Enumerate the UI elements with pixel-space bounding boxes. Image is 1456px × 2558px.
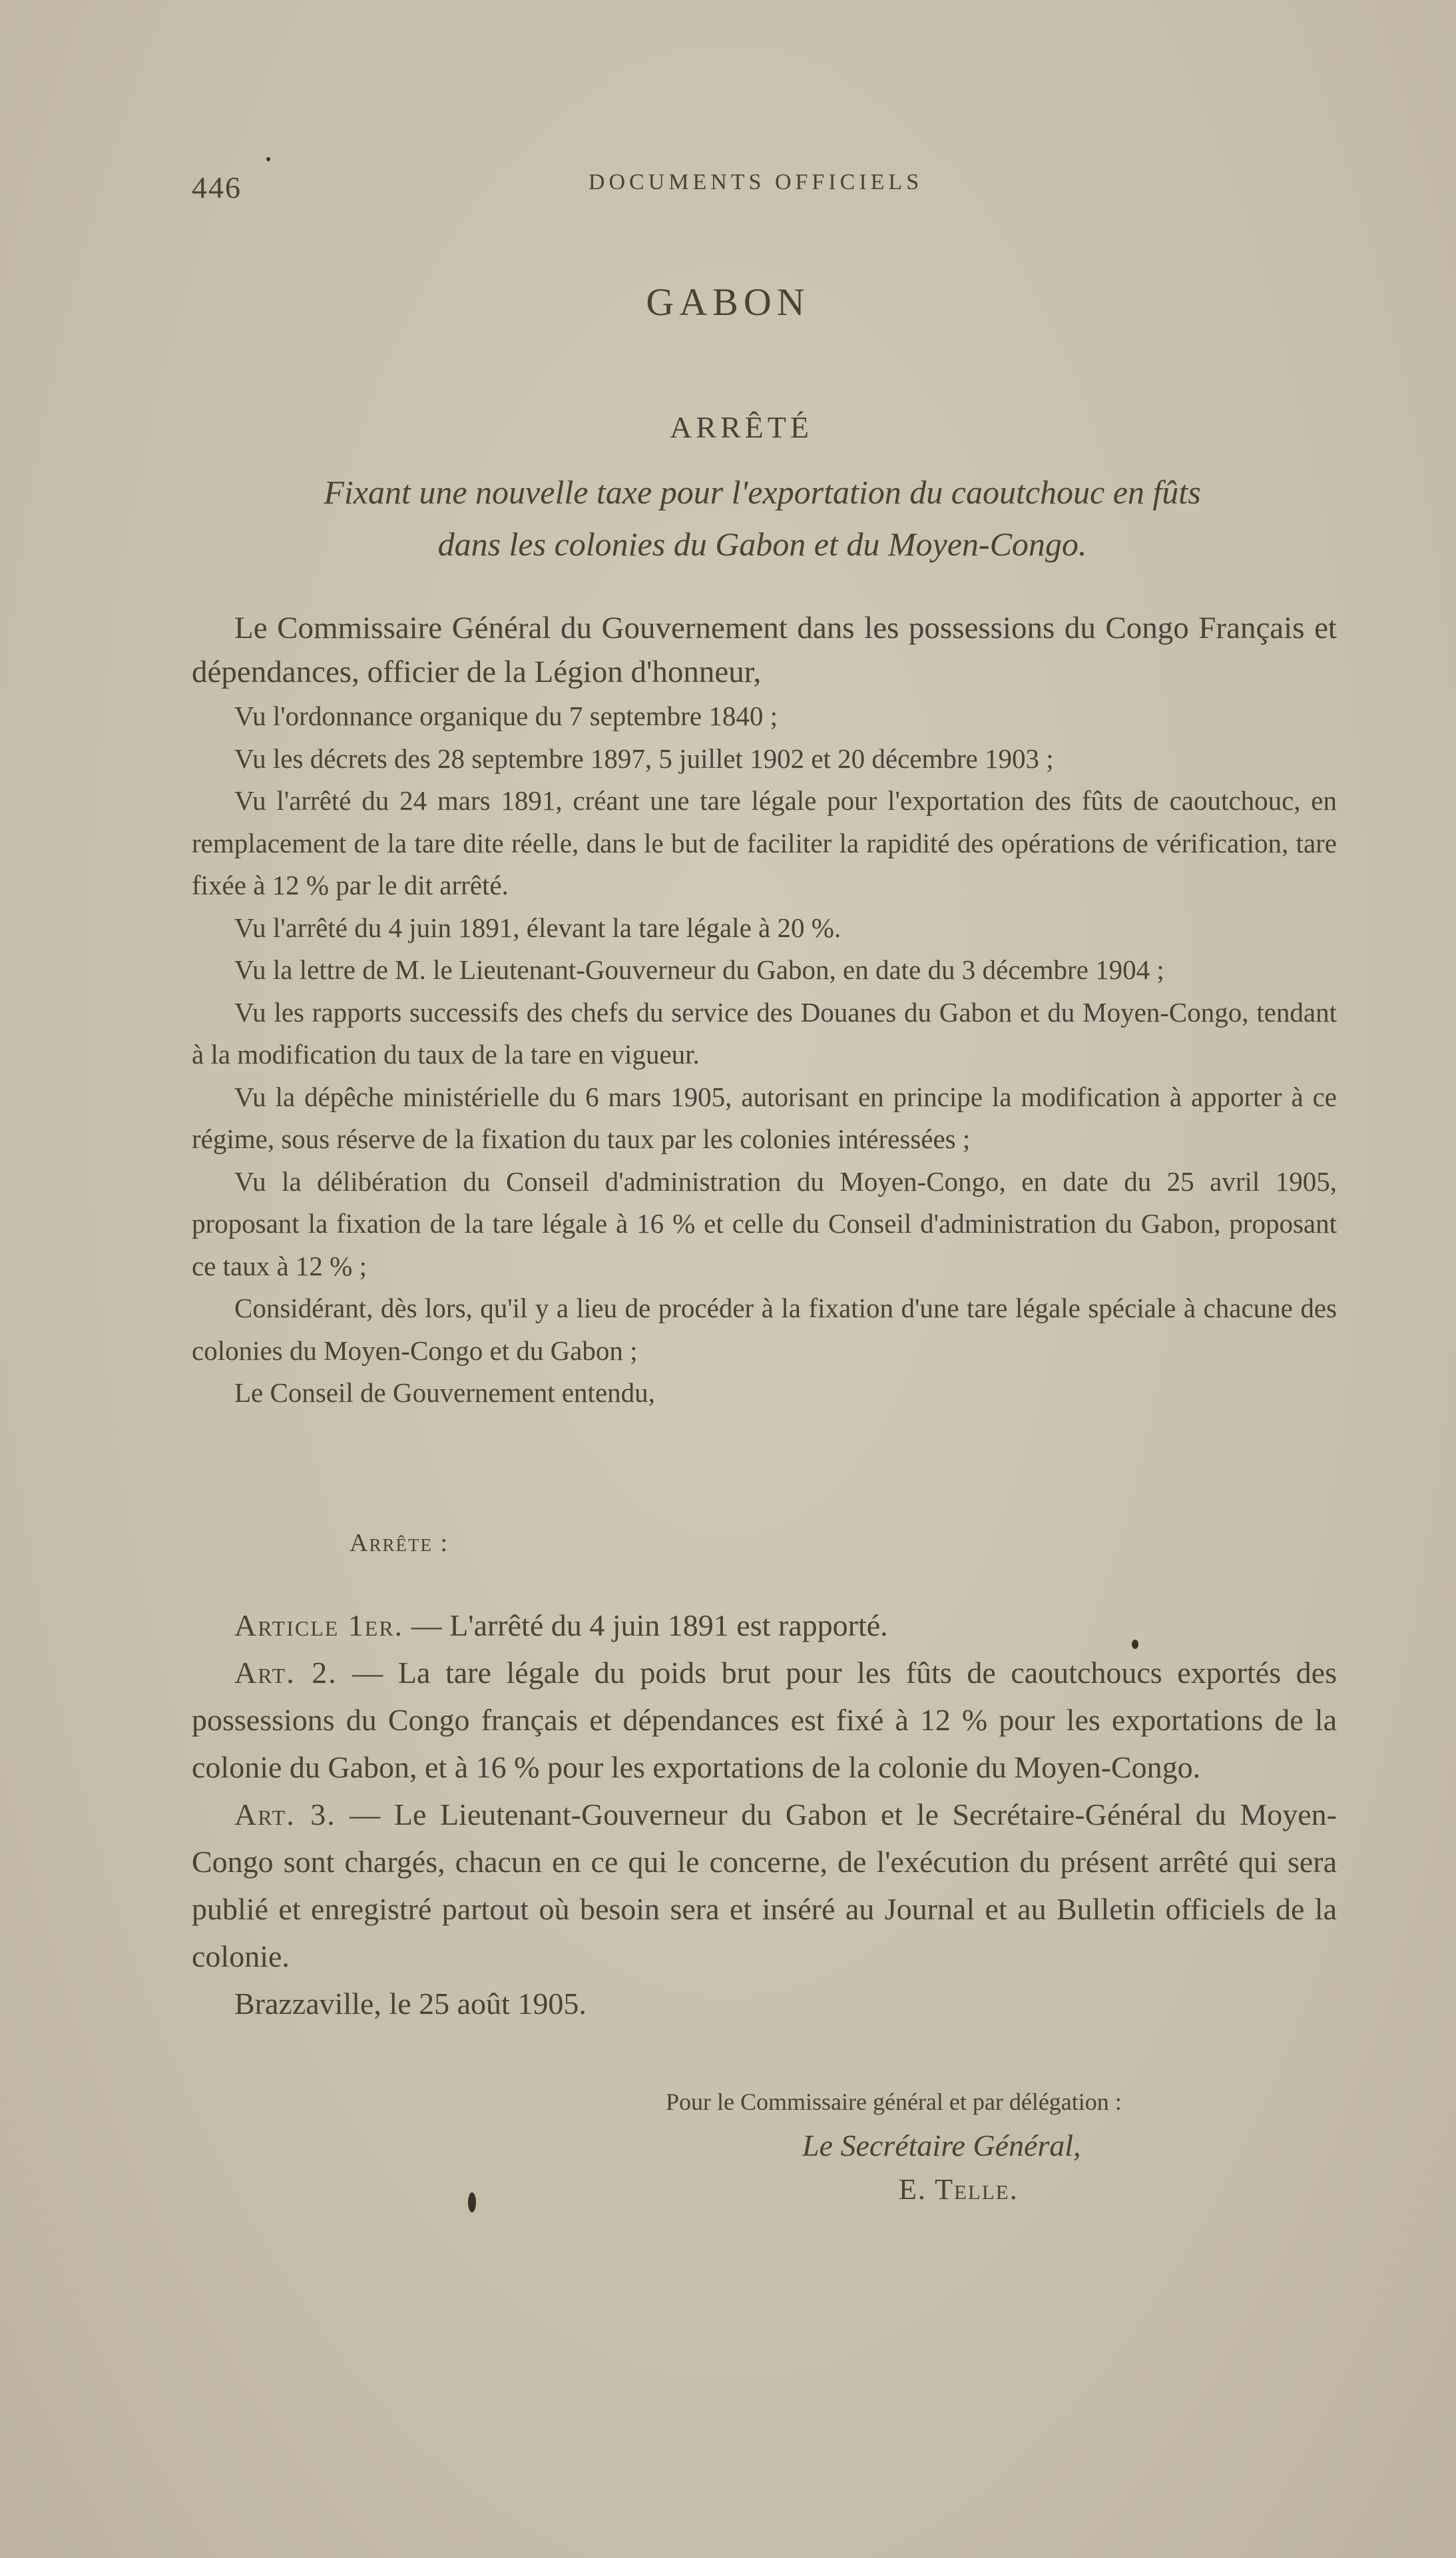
article-text: — L'arrêté du 4 juin 1891 est rapporté. [403,1608,888,1642]
article-2 [192,1649,1337,1791]
preamble-paragraph: Vu la dépêche ministérielle du 6 mars 1905, autorisant en principe la modification à apporter à ce régime, sous réserve de la fixation du taux par les colonies intéressées ; [192,1081,1337,1154]
article-1 [192,1602,1337,1649]
running-header [186,170,1325,210]
preamble-paragraph: Vu l'arrêté du 4 juin 1891, élevant la tare légale à 20 %. [234,912,842,943]
ink-speck [1132,1640,1138,1649]
article-label: Article 1er. [234,1608,404,1642]
place-date: Brazzaville, le 25 août 1905. [234,1987,587,2021]
article-text: — La tare légale du poids brut pour les fûts de caoutchoucs exportés des possessions du Congo français et dépendances est fixé à 12 % pour les exportations de la colonie du Gabon, et à 16 % pour les exportations de la colonie du Moyen-Congo. [192,1656,1337,1784]
preamble-paragraph: Vu l'arrêté du 24 mars 1891, créant une tare légale pour l'exportation des fûts de caoutchouc, en remplacement de la tare dite réelle, dans le but de faciliter la rapidité des opérations de vérification, tare fixée à 12 % par le dit arrêté. [192,785,1337,900]
preamble-paragraph: Considérant, dès lors, qu'il y a lieu de procéder à la fixation d'une tare légale spéciale à chacune des colonies du Moyen-Congo et du Gabon ; [192,1293,1337,1366]
subtitle-line-2: dans les colonies du Gabon et du Moyen-Congo. [437,525,1087,563]
preamble-paragraph: Vu les décrets des 28 septembre 1897, 5 juillet 1902 et 20 décembre 1903 ; [234,743,1054,774]
article-text: — Le Lieutenant-Gouverneur du Gabon et le Secrétaire-Général du Moyen-Congo sont chargés, chacun en ce qui le concerne, de l'exécution du présent arrêté qui sera publié et enregistré partout où besoin sera et inséré au Journal et au Bulletin officiels de la colonie. [192,1797,1337,1973]
preamble-paragraph: Vu la lettre de M. le Lieutenant-Gouverneur du Gabon, en date du 3 décembre 1904 ; [234,954,1164,985]
preamble-paragraph: Vu la délibération du Conseil d'administration du Moyen-Congo, en date du 25 avril 1905, proposant la fixation de la tare légale à 16 % et celle du Conseil d'administration du Gabon, proposant ce taux à 12 % ; [192,1165,1337,1281]
decision-label: Arrête : [350,1529,449,1557]
ink-speck [266,157,270,161]
preamble-paragraph: Le Conseil de Gouvernement entendu, [234,1377,655,1408]
document-subtitle [200,466,1325,570]
colony-title: GABON [646,280,810,324]
article-label: Art. 3. [234,1797,336,1831]
page-number: 446 [192,170,242,204]
ink-speck [468,2192,476,2212]
preamble-paragraph: Vu les rapports successifs des chefs du service des Douanes du Gabon et du Moyen-Congo, tendant à la modification du taux de la tare en vigueur. [192,996,1337,1070]
document-type: ARRÊTÉ [670,410,813,444]
subtitle-line-1: Fixant une nouvelle taxe pour l'exportation du caoutchouc en fûts [324,474,1201,511]
signature-title: Le Secrétaire Général, [802,2128,1081,2162]
articles [192,1602,1337,2027]
article-label: Art. 2. [234,1656,338,1690]
signature-name: E. Telle. [899,2173,1019,2206]
preamble-paragraph: Le Commissaire Général du Gouvernement dans les possessions du Congo Français et dépendances, officier de la Légion d'honneur, [192,611,1337,689]
preamble-paragraph: Vu l'ordonnance organique du 7 septembre 1840 ; [234,701,778,731]
running-title: DOCUMENTS OFFICIELS [588,170,923,194]
article-3 [192,1791,1337,1980]
signature-delegation: Pour le Commissaire général et par délégation : [666,2088,1122,2115]
preamble [192,606,1337,1415]
